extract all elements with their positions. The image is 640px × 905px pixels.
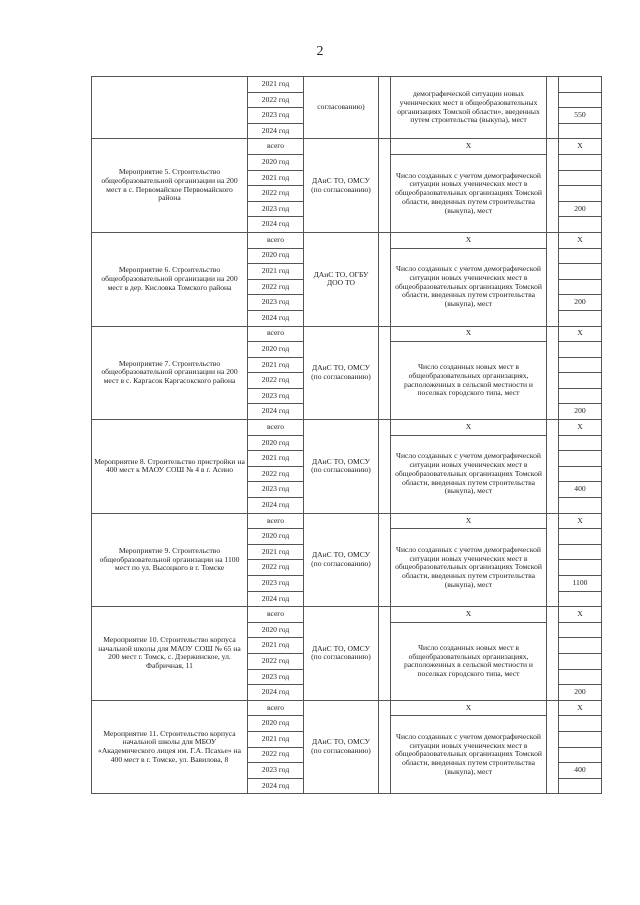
year-cell: 2022 год <box>248 186 304 202</box>
year-cell: всего <box>248 326 304 342</box>
value-cell <box>559 544 602 560</box>
spacer-cell <box>379 420 391 514</box>
value-cell <box>559 357 602 373</box>
year-cell: всего <box>248 420 304 436</box>
value-cell <box>559 778 602 794</box>
value-cell <box>559 186 602 202</box>
indicator-total-cell: Х <box>391 700 547 716</box>
year-cell: всего <box>248 139 304 155</box>
executor-cell: ДАиС ТО, ОМСУ (по согласованию) <box>304 420 379 514</box>
year-cell: 2021 год <box>248 451 304 467</box>
year-cell: 2020 год <box>248 248 304 264</box>
indicator-total-cell: Х <box>391 139 547 155</box>
year-cell: 2021 год <box>248 77 304 93</box>
program-table <box>91 76 602 794</box>
value-cell <box>559 529 602 545</box>
year-cell: 2024 год <box>248 591 304 607</box>
value-cell <box>559 342 602 358</box>
indicator-cell: демографической ситуации новых ученических мест в общеобразовательных организациях Томской области», введенных путем строительства (выкупа), мест <box>391 77 547 139</box>
spacer-cell <box>379 232 391 326</box>
year-cell: 2023 год <box>248 388 304 404</box>
value-cell <box>559 279 602 295</box>
executor-cell: ДАиС ТО, ОГБУ ДОО ТО <box>304 232 379 326</box>
year-cell: 2020 год <box>248 342 304 358</box>
year-cell: 2021 год <box>248 731 304 747</box>
event-title: Мероприятие 11. Строительство корпуса начальной школы для МБОУ «Академического лицея им. Г.А. Псахье» на 400 мест в г. Томске, ул. Вавилова, 8 <box>92 700 248 794</box>
year-cell: 2021 год <box>248 170 304 186</box>
spacer-cell <box>379 513 391 607</box>
value-cell <box>559 731 602 747</box>
year-cell: 2023 год <box>248 295 304 311</box>
year-cell: 2020 год <box>248 716 304 732</box>
value-cell <box>559 451 602 467</box>
spacer-cell <box>379 326 391 420</box>
spacer-cell <box>547 700 559 794</box>
year-cell: 2022 год <box>248 92 304 108</box>
value-cell: 400 <box>559 763 602 779</box>
value-cell <box>559 77 602 93</box>
value-cell <box>559 217 602 233</box>
value-cell: Х <box>559 607 602 623</box>
year-cell: всего <box>248 513 304 529</box>
event-title: Мероприятие 8. Строительство пристройки на 400 мест к МАОУ СОШ № 4 в г. Асино <box>92 420 248 514</box>
executor-cell: ДАиС ТО, ОМСУ (по согласованию) <box>304 607 379 701</box>
year-cell: 2024 год <box>248 217 304 233</box>
year-cell: всего <box>248 700 304 716</box>
value-cell <box>559 373 602 389</box>
table-row <box>92 77 602 93</box>
year-cell: 2024 год <box>248 310 304 326</box>
year-cell: всего <box>248 607 304 623</box>
indicator-total-cell: Х <box>391 513 547 529</box>
spacer-cell <box>547 232 559 326</box>
spacer-cell <box>547 77 559 139</box>
table-row <box>92 139 602 155</box>
year-cell: 2020 год <box>248 435 304 451</box>
event-cell-continued <box>92 77 248 139</box>
year-cell: 2021 год <box>248 638 304 654</box>
value-cell <box>559 591 602 607</box>
indicator-total-cell: Х <box>391 232 547 248</box>
value-cell: Х <box>559 700 602 716</box>
page-number: 2 <box>316 44 324 59</box>
year-cell: 2023 год <box>248 763 304 779</box>
year-cell: 2020 год <box>248 154 304 170</box>
spacer-cell <box>547 420 559 514</box>
year-cell: 2024 год <box>248 778 304 794</box>
spacer-cell <box>379 700 391 794</box>
executor-cell: согласованию) <box>304 77 379 139</box>
spacer-cell <box>547 326 559 420</box>
spacer-cell <box>379 139 391 233</box>
value-cell: 200 <box>559 404 602 420</box>
value-cell: 400 <box>559 482 602 498</box>
value-cell <box>559 264 602 280</box>
value-cell <box>559 669 602 685</box>
event-title: Мероприятие 5. Строительство общеобразовательной организации на 200 мест в с. Первомайское Первомайского района <box>92 139 248 233</box>
value-cell <box>559 92 602 108</box>
value-cell <box>559 747 602 763</box>
year-cell: 2022 год <box>248 653 304 669</box>
value-cell: Х <box>559 232 602 248</box>
value-cell <box>559 560 602 576</box>
value-cell <box>559 622 602 638</box>
value-cell <box>559 466 602 482</box>
value-cell <box>559 388 602 404</box>
value-cell: 200 <box>559 201 602 217</box>
value-cell <box>559 310 602 326</box>
value-cell <box>559 638 602 654</box>
year-cell: 2024 год <box>248 498 304 514</box>
year-cell: 2020 год <box>248 529 304 545</box>
spacer-cell <box>547 139 559 233</box>
value-cell: Х <box>559 326 602 342</box>
executor-cell: ДАиС ТО, ОМСУ (по согласованию) <box>304 513 379 607</box>
indicator-cell: Число созданных новых мест в общеобразовательных организациях, расположенных в сельской местности и поселках городского типа, мест <box>391 622 547 700</box>
indicator-cell: Число созданных с учетом демографической ситуации новых ученических мест в общеобразовательных организациях Томской области, введенных путем строительства (выкупа), мест <box>391 529 547 607</box>
table-row <box>92 326 602 342</box>
table-row <box>92 232 602 248</box>
value-cell <box>559 435 602 451</box>
value-cell: 1100 <box>559 576 602 592</box>
value-cell: Х <box>559 139 602 155</box>
table-row <box>92 700 602 716</box>
year-cell: 2023 год <box>248 482 304 498</box>
year-cell: 2021 год <box>248 357 304 373</box>
value-cell <box>559 653 602 669</box>
year-cell: 2020 год <box>248 622 304 638</box>
value-cell <box>559 498 602 514</box>
year-cell: 2022 год <box>248 466 304 482</box>
value-cell <box>559 716 602 732</box>
value-cell <box>559 248 602 264</box>
indicator-cell: Число созданных с учетом демографической ситуации новых ученических мест в общеобразовательных организациях Томской области, введенных путем строительства (выкупа), мест <box>391 248 547 326</box>
indicator-total-cell: Х <box>391 420 547 436</box>
year-cell: 2021 год <box>248 544 304 560</box>
indicator-cell: Число созданных с учетом демографической ситуации новых ученических мест в общеобразовательных организациях Томской области, введенных путем строительства (выкупа), мест <box>391 716 547 794</box>
year-cell: 2023 год <box>248 669 304 685</box>
year-cell: 2022 год <box>248 747 304 763</box>
spacer-cell <box>547 513 559 607</box>
year-cell: 2024 год <box>248 685 304 701</box>
indicator-cell: Число созданных с учетом демографической ситуации новых ученических мест в общеобразовательных организациях Томской области, введенных путем строительства (выкупа), мест <box>391 154 547 232</box>
year-cell: всего <box>248 232 304 248</box>
indicator-cell: Число созданных новых мест в общеобразовательных организациях, расположенных в сельской местности и поселках городского типа, мест <box>391 342 547 420</box>
year-cell: 2024 год <box>248 123 304 139</box>
value-cell <box>559 123 602 139</box>
year-cell: 2021 год <box>248 264 304 280</box>
spacer-cell <box>379 607 391 701</box>
year-cell: 2022 год <box>248 279 304 295</box>
event-title: Мероприятие 6. Строительство общеобразовательной организации на 200 мест в дер. Кисловка Томского района <box>92 232 248 326</box>
indicator-cell: Число созданных с учетом демографической ситуации новых ученических мест в общеобразовательных организациях Томской области, введенных путем строительства (выкупа), мест <box>391 435 547 513</box>
year-cell: 2022 год <box>248 560 304 576</box>
spacer-cell <box>547 607 559 701</box>
indicator-total-cell: Х <box>391 326 547 342</box>
event-title: Мероприятие 9. Строительство общеобразовательной организации на 1100 мест по ул. Высоцкого в г. Томске <box>92 513 248 607</box>
value-cell: Х <box>559 513 602 529</box>
spacer-cell <box>379 77 391 139</box>
value-cell <box>559 170 602 186</box>
value-cell: 200 <box>559 685 602 701</box>
value-cell: 200 <box>559 295 602 311</box>
executor-cell: ДАиС ТО, ОМСУ (по согласованию) <box>304 139 379 233</box>
value-cell: 550 <box>559 108 602 124</box>
year-cell: 2024 год <box>248 404 304 420</box>
table-row <box>92 513 602 529</box>
executor-cell: ДАиС ТО, ОМСУ (по согласованию) <box>304 700 379 794</box>
year-cell: 2023 год <box>248 108 304 124</box>
value-cell: Х <box>559 420 602 436</box>
executor-cell: ДАиС ТО, ОМСУ (по согласованию) <box>304 326 379 420</box>
value-cell <box>559 154 602 170</box>
event-title: Мероприятие 10. Строительство корпуса начальной школы для МАОУ СОШ № 65 на 200 мест г. Томск, с. Дзержинское, ул. Фабричная, 11 <box>92 607 248 701</box>
year-cell: 2022 год <box>248 373 304 389</box>
table-row <box>92 420 602 436</box>
indicator-total-cell: Х <box>391 607 547 623</box>
table-row <box>92 607 602 623</box>
year-cell: 2023 год <box>248 201 304 217</box>
event-title: Мероприятие 7. Строительство общеобразовательной организации на 200 мест в с. Каргасок Каргасокского района <box>92 326 248 420</box>
year-cell: 2023 год <box>248 576 304 592</box>
